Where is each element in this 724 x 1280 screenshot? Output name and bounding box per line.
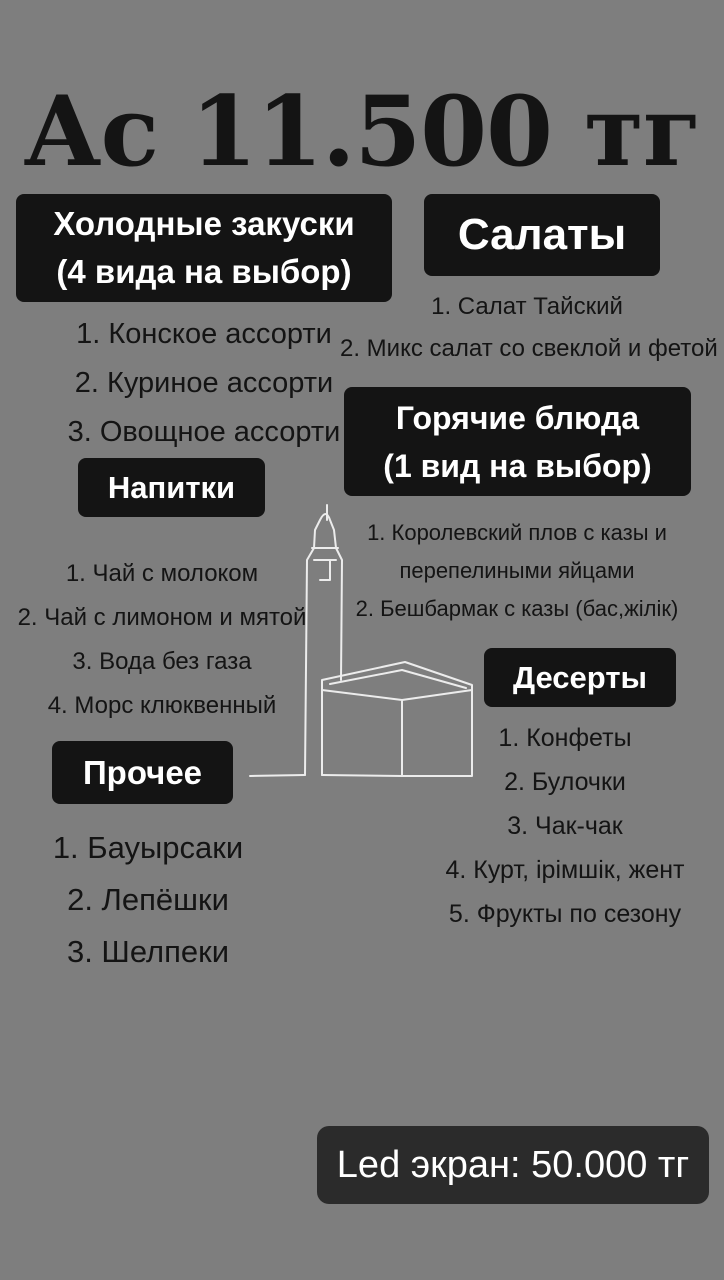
section-header-drinks — [78, 458, 265, 517]
list-item: 2. Куриное ассорти — [74, 367, 334, 399]
section-header-other — [52, 741, 233, 804]
section-title-salads: Салаты — [457, 210, 627, 259]
list-item: 2. Чай с лимоном и мятой — [17, 604, 307, 631]
list-item: 3. Овощное ассорти — [67, 416, 341, 448]
list-salads — [340, 286, 718, 370]
list-item: 1. Конфеты — [498, 724, 632, 752]
section-header-salads — [424, 194, 660, 276]
list-hot-dishes — [350, 514, 684, 628]
list-item: 2. Булочки — [504, 768, 626, 796]
list-item: 1. Бауырсаки — [52, 830, 244, 865]
list-item: 1. Салат Тайский — [431, 293, 623, 320]
list-item: 2. Лепёшки — [67, 882, 229, 917]
list-item: 4. Морс клюквенный — [47, 692, 277, 719]
list-item: 1. Чай с молоком — [65, 560, 259, 587]
list-item: 1. Конское ассорти — [76, 318, 332, 350]
section-title-desserts: Десерты — [513, 659, 647, 695]
section-header-hot-dishes — [344, 387, 691, 496]
list-item: 5. Фрукты по сезону — [448, 900, 682, 928]
section-title-other: Прочее — [82, 753, 203, 791]
list-cold-appetizers — [16, 310, 392, 457]
list-item: 4. Курт, ірімшік, жент — [445, 856, 685, 884]
price-title: Ас 11.500 тг — [23, 75, 701, 188]
list-item: 3. Шелпеки — [66, 934, 230, 969]
section-title-cold-appetizers: Холодные закуски (4 вида на выбор) — [53, 205, 355, 290]
section-title-hot-dishes: Горячие блюда (1 вид на выбор) — [383, 399, 652, 484]
led-screen-price: Led экран: 50.000 тг — [317, 1126, 709, 1204]
list-item: перепелиными яйцами — [399, 558, 635, 583]
list-drinks — [10, 552, 314, 728]
list-desserts — [430, 716, 700, 936]
section-title-drinks: Напитки — [107, 469, 236, 505]
list-item: 2. Бешбармак с казы (бас,жілік) — [355, 596, 679, 621]
list-item: 3. Вода без газа — [72, 648, 252, 675]
list-item: 2. Микс салат со свеклой и фетой — [340, 335, 718, 362]
list-item: 3. Чак-чак — [507, 812, 623, 840]
list-other — [20, 822, 276, 978]
section-header-cold-appetizers — [16, 194, 392, 302]
list-item: 1. Королевский плов с казы и — [367, 520, 667, 545]
section-header-desserts — [484, 648, 676, 707]
